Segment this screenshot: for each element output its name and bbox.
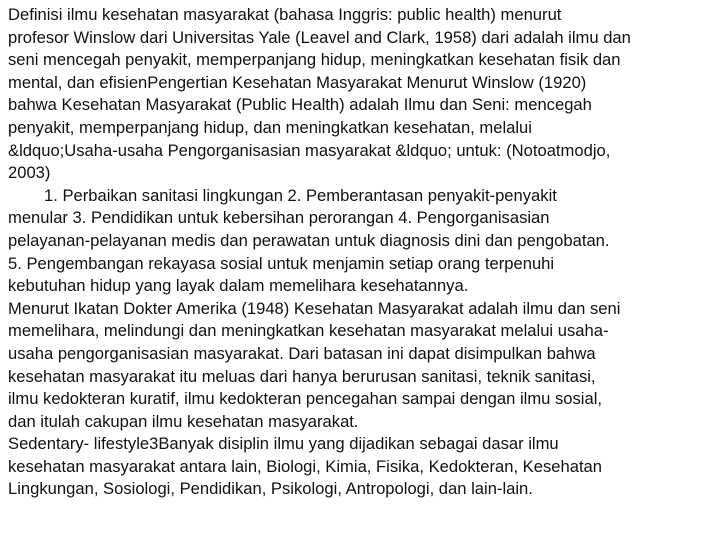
text-line: seni mencegah penyakit, memperpanjang hidup, meningkatkan kesehatan fisik dan bbox=[8, 50, 621, 70]
text-line: ilmu kedokteran kuratif, ilmu kedokteran pencegahan sampai dengan ilmu sosial, bbox=[8, 389, 603, 409]
text-line: memelihara, melindungi dan meningkatkan kesehatan masyarakat melalui usaha- bbox=[8, 321, 609, 341]
text-line: profesor Winslow dari Universitas Yale (Leavel and Clark, 1958) dari adalah ilmu dan bbox=[8, 27, 631, 47]
text-line: usaha pengorganisasian masyarakat. Dari batasan ini dapat disimpulkan bahwa bbox=[8, 343, 596, 363]
text-line: pelayanan-pelayanan medis dan perawatan untuk diagnosis dini dan pengobatan. bbox=[8, 230, 610, 250]
text-line: Sedentary- lifestyle3Banyak disiplin ilmu yang dijadikan sebagai dasar ilmu bbox=[8, 434, 559, 454]
text-line: Menurut Ikatan Dokter Amerika (1948) Kesehatan Masyarakat adalah ilmu dan seni bbox=[8, 298, 621, 318]
text-line: kesehatan masyarakat antara lain, Biologi, Kimia, Fisika, Kedokteran, Kesehatan bbox=[8, 456, 603, 476]
text-line: dan itulah cakupan ilmu kesehatan masyarakat. bbox=[8, 411, 359, 431]
text-line: mental, dan efisienPengertian Kesehatan Masyarakat Menurut Winslow (1920) bbox=[8, 72, 587, 92]
text-line: &ldquo;Usaha-usaha Pengorganisasian masyarakat &ldquo; untuk: (Notoatmodjo, bbox=[8, 140, 611, 160]
text-line: Definisi ilmu kesehatan masyarakat (bahasa Inggris: public health) menurut bbox=[8, 5, 562, 24]
text-line: 5. Pengembangan rekayasa sosial untuk menjamin setiap orang terpenuhi bbox=[8, 253, 555, 273]
text-line: kebutuhan hidup yang layak dalam memelihara kesehatannya. bbox=[8, 276, 469, 296]
document-body bbox=[8, 4, 714, 501]
numbered-item-line: 1. Perbaikan sanitasi lingkungan 2. Pemberantasan penyakit-penyakit bbox=[44, 185, 557, 205]
text-line: kesehatan masyarakat itu meluas dari hanya berurusan sanitasi, teknik sanitasi, bbox=[8, 366, 596, 386]
text-line: penyakit, memperpanjang hidup, dan meningkatkan kesehatan, melalui bbox=[8, 117, 532, 137]
text-line: menular 3. Pendidikan untuk kebersihan perorangan 4. Pengorganisasian bbox=[8, 208, 550, 228]
text-line: bahwa Kesehatan Masyarakat (Public Health) adalah Ilmu dan Seni: mencegah bbox=[8, 95, 592, 115]
text-line: Lingkungan, Sosiologi, Pendidikan, Psikologi, Antropologi, dan lain-lain. bbox=[8, 479, 533, 499]
text-line: 2003) bbox=[8, 163, 51, 183]
